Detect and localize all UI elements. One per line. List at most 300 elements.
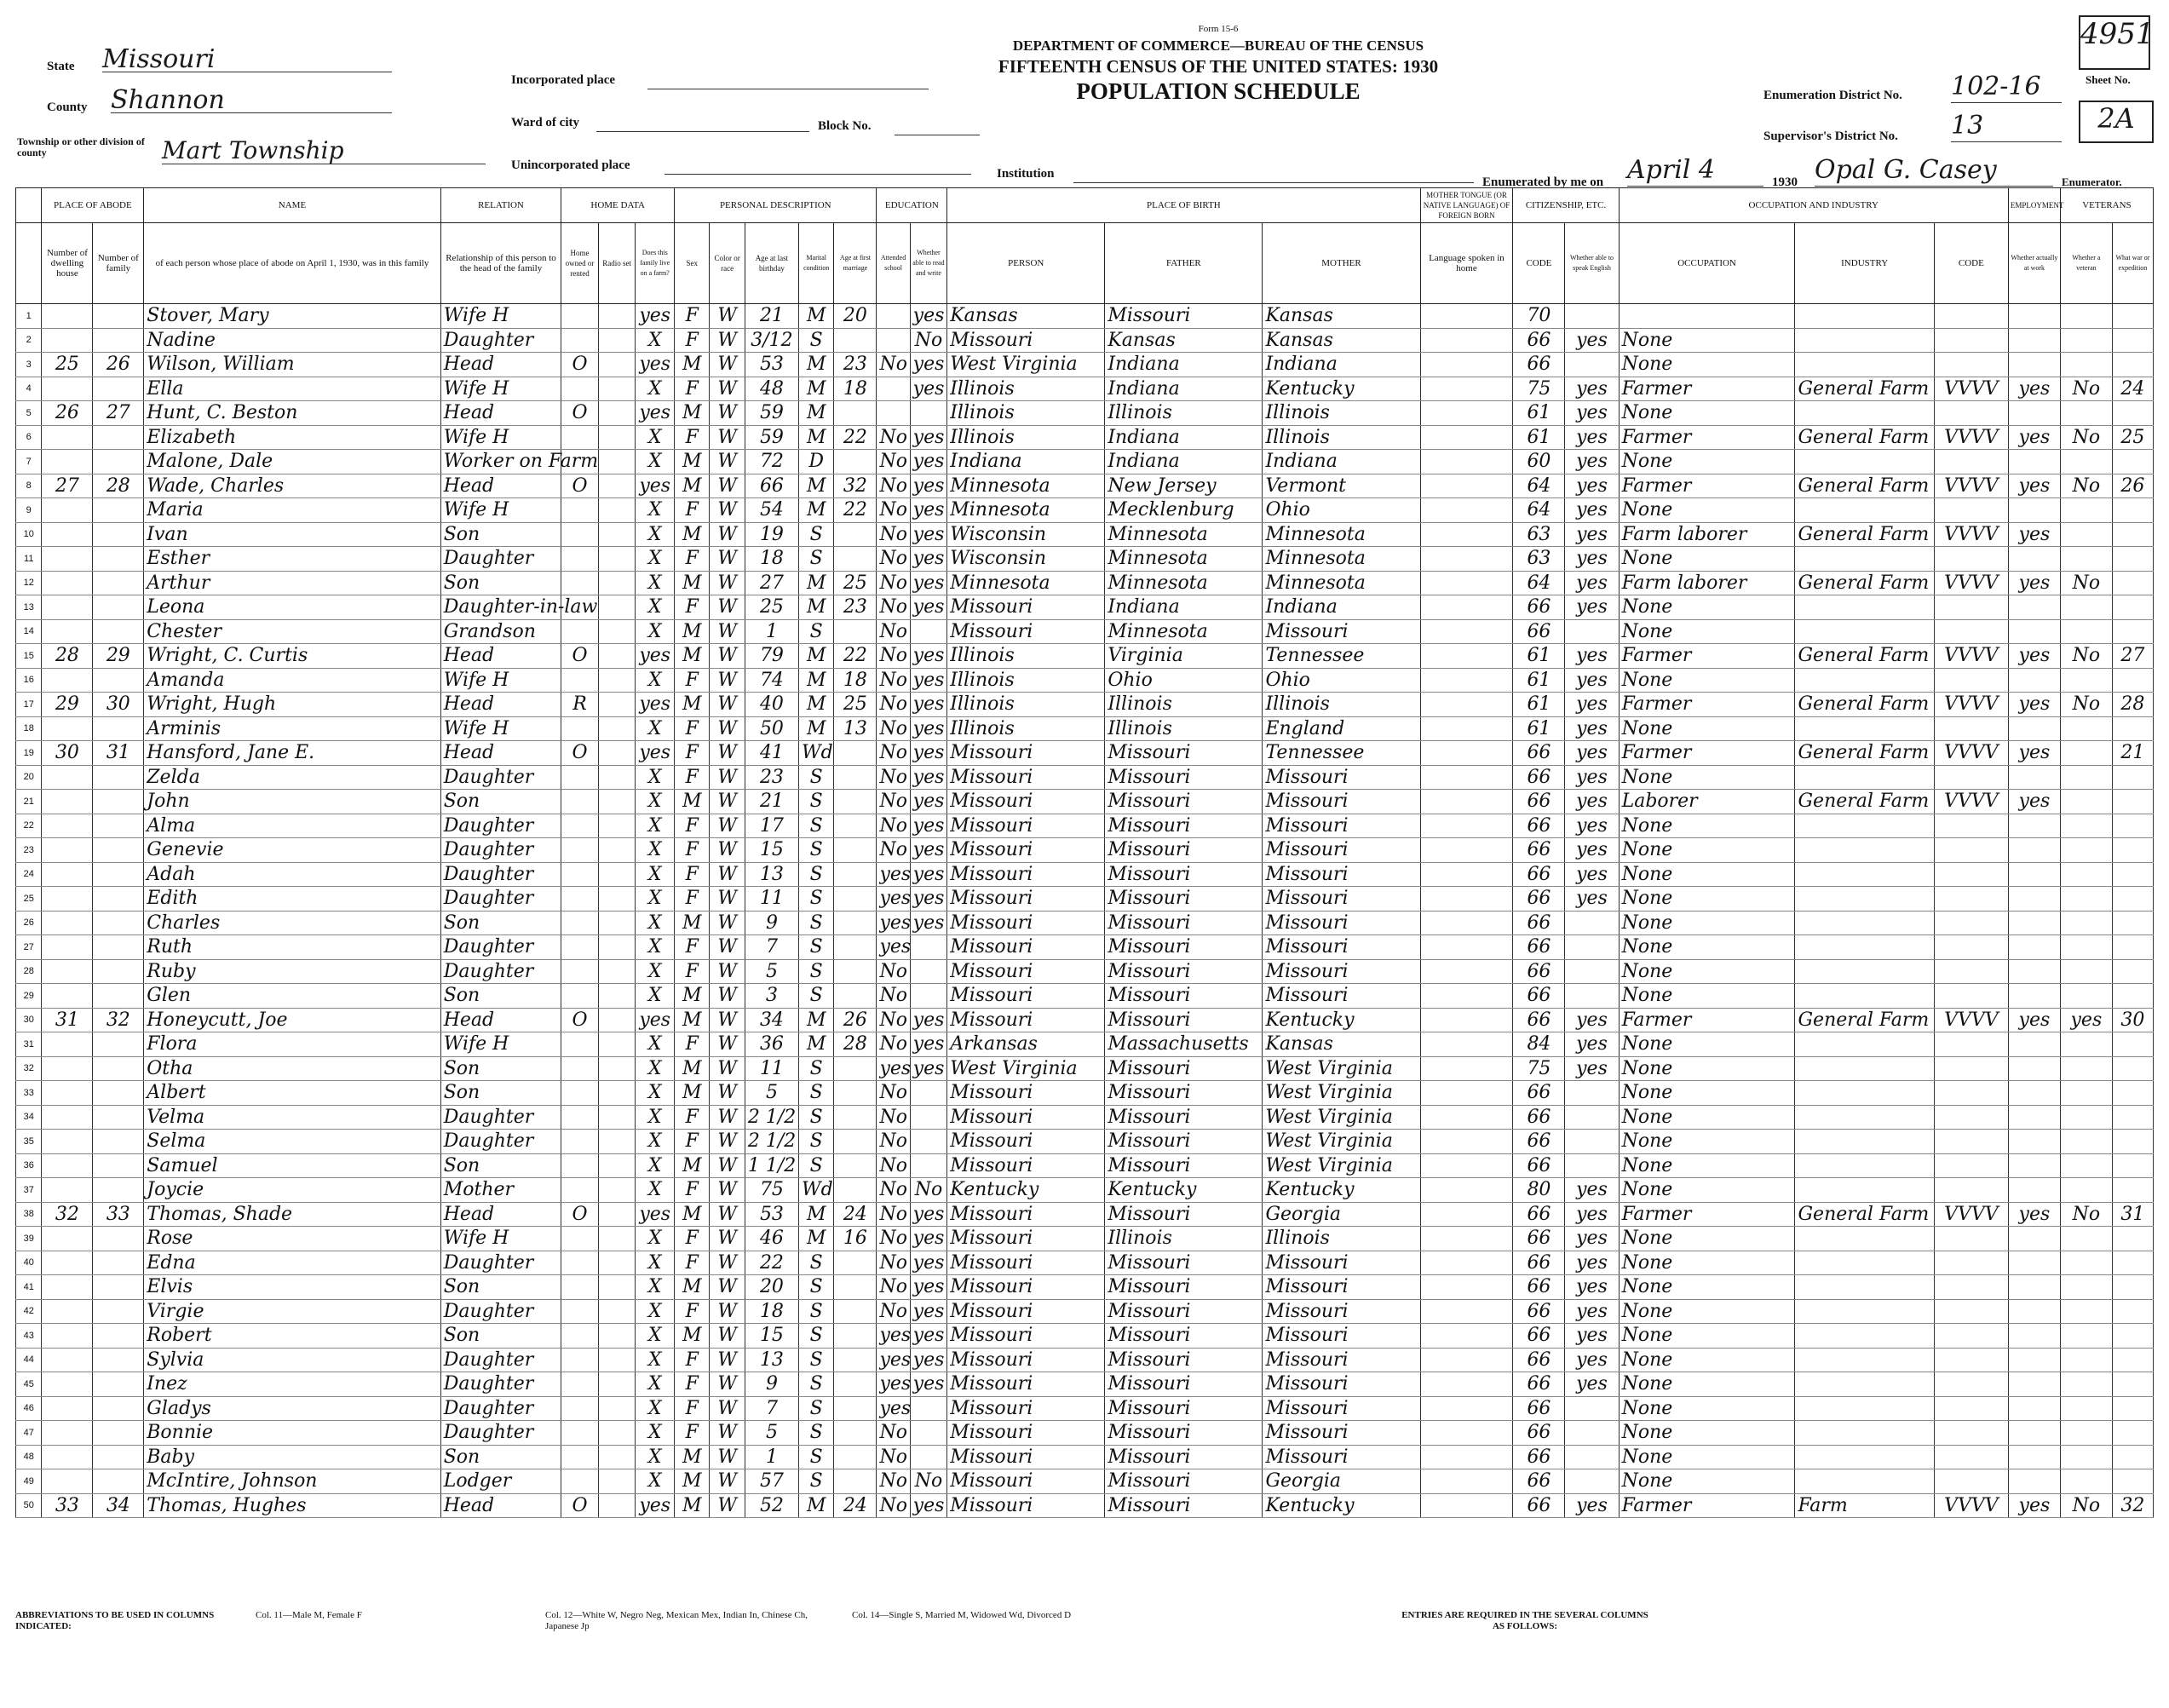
age: 22 — [745, 1251, 798, 1275]
at-work — [2008, 1251, 2060, 1275]
line-number: 10 — [16, 522, 42, 547]
col-name: of each person whose place of abode on April 1, 1930, was in this family — [144, 223, 440, 304]
dwelling-number — [42, 1372, 93, 1397]
marital-status: M — [799, 716, 834, 741]
home-tenure: R — [561, 693, 599, 717]
language — [1420, 1469, 1513, 1494]
home-tenure — [561, 1056, 599, 1081]
industry: General Farm — [1795, 474, 1934, 498]
language — [1420, 328, 1513, 353]
family-number — [93, 1251, 144, 1275]
family-number — [93, 959, 144, 984]
at-work — [2008, 1445, 2060, 1469]
person-name: Rose — [144, 1227, 440, 1251]
age: 41 — [745, 741, 798, 766]
relationship: Head — [440, 474, 561, 498]
industry — [1795, 765, 1934, 790]
family-number: 28 — [93, 474, 144, 498]
age-first-marriage — [834, 1251, 877, 1275]
literacy: yes — [910, 741, 947, 766]
line-number: 7 — [16, 450, 42, 474]
relationship: Daughter — [440, 814, 561, 838]
line-number: 14 — [16, 619, 42, 644]
marital-status: M — [799, 571, 834, 595]
occupation-code — [1934, 1445, 2008, 1469]
family-number — [93, 450, 144, 474]
literacy: yes — [910, 814, 947, 838]
school: No — [877, 1153, 910, 1178]
literacy — [910, 401, 947, 426]
farm-residence: X — [636, 765, 675, 790]
speaks-english: yes — [1565, 644, 1619, 669]
occupation-code — [1934, 1372, 2008, 1397]
language — [1420, 1130, 1513, 1154]
veteran — [2060, 741, 2112, 766]
birthplace-person: Missouri — [947, 1275, 1105, 1300]
literacy: yes — [910, 1227, 947, 1251]
race: W — [710, 838, 745, 863]
person-name: Wright, Hugh — [144, 693, 440, 717]
table-row — [16, 1081, 2154, 1106]
birthplace-person: Missouri — [947, 328, 1105, 353]
at-work: yes — [2008, 474, 2060, 498]
col-radio: Radio set — [598, 223, 636, 304]
speaks-english — [1565, 1445, 1619, 1469]
speaks-english: yes — [1565, 1178, 1619, 1203]
birthplace-person: Missouri — [947, 741, 1105, 766]
radio-set — [598, 741, 636, 766]
birthplace-father: Missouri — [1105, 1493, 1263, 1518]
sex: F — [675, 498, 710, 523]
occupation-code — [1934, 401, 2008, 426]
literacy — [910, 1445, 947, 1469]
school — [877, 377, 910, 401]
school: yes — [877, 1372, 910, 1397]
occupation-code — [1934, 838, 2008, 863]
farm-residence: X — [636, 547, 675, 572]
birthplace-mother: Indiana — [1263, 353, 1420, 377]
war-or-farm-schedule — [2112, 1372, 2153, 1397]
birthplace-person: West Virginia — [947, 1056, 1105, 1081]
at-work — [2008, 1324, 2060, 1349]
speaks-english: yes — [1565, 522, 1619, 547]
home-tenure — [561, 814, 599, 838]
age: 53 — [745, 1202, 798, 1227]
war-or-farm-schedule — [2112, 1105, 2153, 1130]
language — [1420, 1445, 1513, 1469]
person-name: Hansford, Jane E. — [144, 741, 440, 766]
age-first-marriage: 32 — [834, 474, 877, 498]
farm-residence: X — [636, 1056, 675, 1081]
occupation-code — [1934, 353, 2008, 377]
family-number — [93, 1153, 144, 1178]
war-or-farm-schedule: 28 — [2112, 693, 2153, 717]
table-row — [16, 1130, 2154, 1154]
speaks-english — [1565, 1130, 1619, 1154]
birthplace-person: Wisconsin — [947, 547, 1105, 572]
sex: M — [675, 1469, 710, 1494]
birthplace-father: Missouri — [1105, 765, 1263, 790]
school: No — [877, 1178, 910, 1203]
language — [1420, 619, 1513, 644]
occupation: None — [1619, 862, 1795, 887]
radio-set — [598, 911, 636, 935]
birthplace-father: Missouri — [1105, 1396, 1263, 1421]
farm-residence: X — [636, 1251, 675, 1275]
occupation-code: VVVV — [1934, 1008, 2008, 1032]
birthplace-mother: Missouri — [1263, 984, 1420, 1009]
school: No — [877, 1081, 910, 1106]
person-name: Nadine — [144, 328, 440, 353]
language — [1420, 911, 1513, 935]
sex: M — [675, 474, 710, 498]
industry — [1795, 547, 1934, 572]
birthplace-mother: Missouri — [1263, 1445, 1420, 1469]
farm-residence: yes — [636, 1202, 675, 1227]
occupation: None — [1619, 1372, 1795, 1397]
occupation: Farm laborer — [1619, 522, 1795, 547]
school: No — [877, 1130, 910, 1154]
race: W — [710, 911, 745, 935]
home-tenure — [561, 959, 599, 984]
marital-status: M — [799, 474, 834, 498]
home-tenure — [561, 911, 599, 935]
at-work — [2008, 1469, 2060, 1494]
sheet-label: Sheet No. — [2086, 73, 2131, 86]
literacy — [910, 935, 947, 960]
person-name: Maria — [144, 498, 440, 523]
veteran — [2060, 353, 2112, 377]
relationship: Head — [440, 741, 561, 766]
industry — [1795, 1081, 1934, 1106]
table-row — [16, 328, 2154, 353]
literacy: yes — [910, 1348, 947, 1372]
dwelling-number — [42, 1299, 93, 1324]
sex: M — [675, 790, 710, 814]
age: 1 1/2 — [745, 1153, 798, 1178]
farm-residence: X — [636, 1032, 675, 1057]
table-row — [16, 644, 2154, 669]
table-row — [16, 862, 2154, 887]
at-work — [2008, 1372, 2060, 1397]
literacy — [910, 1130, 947, 1154]
at-work — [2008, 911, 2060, 935]
marital-status: M — [799, 377, 834, 401]
occupation-code — [1934, 498, 2008, 523]
header-line — [16, 188, 42, 223]
radio-set — [598, 814, 636, 838]
war-or-farm-schedule — [2112, 1178, 2153, 1203]
war-or-farm-schedule — [2112, 814, 2153, 838]
speaks-english: yes — [1565, 1299, 1619, 1324]
abbrev-title: ABBREVIATIONS TO BE USED IN COLUMNS INDICATED: — [15, 1610, 215, 1631]
veteran: No — [2060, 693, 2112, 717]
birth-code: 61 — [1513, 644, 1565, 669]
industry — [1795, 935, 1934, 960]
person-name: Hunt, C. Beston — [144, 401, 440, 426]
language — [1420, 1421, 1513, 1446]
war-or-farm-schedule — [2112, 984, 2153, 1009]
literacy: yes — [910, 474, 947, 498]
dwelling-number — [42, 911, 93, 935]
birth-code: 60 — [1513, 450, 1565, 474]
age-first-marriage — [834, 1056, 877, 1081]
relationship: Daughter — [440, 547, 561, 572]
language — [1420, 1299, 1513, 1324]
industry: General Farm — [1795, 425, 1934, 450]
family-number — [93, 1105, 144, 1130]
birth-code: 66 — [1513, 1493, 1565, 1518]
birthplace-person: Missouri — [947, 1130, 1105, 1154]
table-row — [16, 450, 2154, 474]
radio-set — [598, 1056, 636, 1081]
farm-residence: X — [636, 1275, 675, 1300]
family-number — [93, 765, 144, 790]
at-work — [2008, 814, 2060, 838]
sex: M — [675, 1493, 710, 1518]
speaks-english: yes — [1565, 1324, 1619, 1349]
literacy — [910, 1105, 947, 1130]
industry — [1795, 838, 1934, 863]
industry — [1795, 1105, 1934, 1130]
occupation: None — [1619, 1299, 1795, 1324]
relationship: Wife H — [440, 1032, 561, 1057]
birth-code: 66 — [1513, 328, 1565, 353]
line-number: 46 — [16, 1396, 42, 1421]
marital-status: S — [799, 1275, 834, 1300]
radio-set — [598, 1227, 636, 1251]
war-or-farm-schedule — [2112, 959, 2153, 984]
at-work — [2008, 668, 2060, 693]
age-first-marriage — [834, 814, 877, 838]
speaks-english: yes — [1565, 1251, 1619, 1275]
war-or-farm-schedule — [2112, 304, 2153, 329]
at-work — [2008, 328, 2060, 353]
header-birth: PLACE OF BIRTH — [947, 188, 1420, 223]
col-sex: Sex — [675, 223, 710, 304]
relationship: Daughter — [440, 1130, 561, 1154]
marital-status: S — [799, 1299, 834, 1324]
radio-set — [598, 765, 636, 790]
family-number — [93, 1178, 144, 1203]
birthplace-mother: West Virginia — [1263, 1081, 1420, 1106]
age-first-marriage — [834, 1275, 877, 1300]
line-number: 49 — [16, 1469, 42, 1494]
dwelling-number — [42, 1445, 93, 1469]
family-number — [93, 887, 144, 912]
sheet-value: 2A — [2079, 101, 2154, 143]
age: 50 — [745, 716, 798, 741]
birthplace-person: Missouri — [947, 1251, 1105, 1275]
language — [1420, 1251, 1513, 1275]
veteran — [2060, 498, 2112, 523]
race: W — [710, 595, 745, 620]
birth-code: 66 — [1513, 814, 1565, 838]
birthplace-father: Indiana — [1105, 353, 1263, 377]
occupation-code — [1934, 1227, 2008, 1251]
birthplace-father: Missouri — [1105, 1008, 1263, 1032]
family-number — [93, 935, 144, 960]
sex: F — [675, 377, 710, 401]
marital-status: S — [799, 790, 834, 814]
col-agemar: Age at first marriage — [834, 223, 877, 304]
birthplace-mother: Kansas — [1263, 1032, 1420, 1057]
person-name: John — [144, 790, 440, 814]
radio-set — [598, 1299, 636, 1324]
race: W — [710, 693, 745, 717]
family-number — [93, 1348, 144, 1372]
farm-residence: yes — [636, 644, 675, 669]
marital-status: S — [799, 959, 834, 984]
radio-set — [598, 377, 636, 401]
relationship: Head — [440, 693, 561, 717]
school: No — [877, 644, 910, 669]
age-first-marriage — [834, 1421, 877, 1446]
speaks-english — [1565, 1396, 1619, 1421]
occupation-code — [1934, 595, 2008, 620]
home-tenure — [561, 425, 599, 450]
war-or-farm-schedule — [2112, 1421, 2153, 1446]
line-number: 25 — [16, 887, 42, 912]
dwelling-number — [42, 1251, 93, 1275]
age-first-marriage: 25 — [834, 693, 877, 717]
family-number — [93, 498, 144, 523]
sex: F — [675, 1372, 710, 1397]
institution-value — [1073, 167, 1474, 183]
family-number — [93, 1421, 144, 1446]
home-tenure — [561, 1130, 599, 1154]
family-number: 33 — [93, 1202, 144, 1227]
family-number: 31 — [93, 741, 144, 766]
speaks-english — [1565, 1421, 1619, 1446]
radio-set — [598, 838, 636, 863]
relationship: Daughter — [440, 1251, 561, 1275]
birthplace-mother: Illinois — [1263, 425, 1420, 450]
radio-set — [598, 571, 636, 595]
line-number: 17 — [16, 693, 42, 717]
col-vet: Whether a veteran — [2060, 223, 2112, 304]
person-name: Malone, Dale — [144, 450, 440, 474]
dwelling-number — [42, 1153, 93, 1178]
literacy: yes — [910, 1032, 947, 1057]
veteran: No — [2060, 425, 2112, 450]
line-number: 28 — [16, 959, 42, 984]
occupation: None — [1619, 1153, 1795, 1178]
person-name: Inez — [144, 1372, 440, 1397]
home-tenure — [561, 1372, 599, 1397]
at-work: yes — [2008, 1493, 2060, 1518]
line-number: 3 — [16, 353, 42, 377]
family-number: 32 — [93, 1008, 144, 1032]
language — [1420, 887, 1513, 912]
dwelling-number — [42, 1105, 93, 1130]
farm-residence: yes — [636, 1493, 675, 1518]
farm-residence: yes — [636, 693, 675, 717]
person-name: Glen — [144, 984, 440, 1009]
language — [1420, 1105, 1513, 1130]
race: W — [710, 401, 745, 426]
relationship: Wife H — [440, 377, 561, 401]
header-personal: PERSONAL DESCRIPTION — [675, 188, 877, 223]
race: W — [710, 1202, 745, 1227]
sex: F — [675, 1396, 710, 1421]
age-first-marriage — [834, 984, 877, 1009]
home-tenure — [561, 1445, 599, 1469]
ed-value: 102-16 — [1951, 72, 2062, 103]
birthplace-person: Missouri — [947, 1348, 1105, 1372]
family-number — [93, 1130, 144, 1154]
birthplace-person: Missouri — [947, 1493, 1105, 1518]
farm-residence: X — [636, 1421, 675, 1446]
person-name: Thomas, Shade — [144, 1202, 440, 1227]
literacy: yes — [910, 1493, 947, 1518]
family-number — [93, 862, 144, 887]
col-person: PERSON — [947, 223, 1105, 304]
industry: General Farm — [1795, 790, 1934, 814]
at-work: yes — [2008, 571, 2060, 595]
marital-status: M — [799, 644, 834, 669]
school: yes — [877, 862, 910, 887]
relationship: Worker on Farm — [440, 450, 561, 474]
occupation-code — [1934, 304, 2008, 329]
at-work — [2008, 716, 2060, 741]
supervisor-value: 13 — [1951, 111, 2062, 142]
birth-code: 66 — [1513, 1275, 1565, 1300]
table-row — [16, 595, 2154, 620]
occupation: None — [1619, 887, 1795, 912]
industry — [1795, 1227, 1934, 1251]
race: W — [710, 377, 745, 401]
farm-residence: X — [636, 668, 675, 693]
home-tenure — [561, 1251, 599, 1275]
occupation-code — [1934, 1105, 2008, 1130]
person-name: Velma — [144, 1105, 440, 1130]
war-or-farm-schedule: 32 — [2112, 1493, 2153, 1518]
radio-set — [598, 1153, 636, 1178]
radio-set — [598, 450, 636, 474]
birthplace-father: Missouri — [1105, 1056, 1263, 1081]
language — [1420, 935, 1513, 960]
radio-set — [598, 1396, 636, 1421]
age: 7 — [745, 935, 798, 960]
birthplace-father: Missouri — [1105, 1421, 1263, 1446]
person-name: Edna — [144, 1251, 440, 1275]
birth-code: 66 — [1513, 619, 1565, 644]
language — [1420, 450, 1513, 474]
school: yes — [877, 935, 910, 960]
header-employment: EMPLOYMENT — [2008, 188, 2060, 223]
department-title: DEPARTMENT OF COMMERCE—BUREAU OF THE CENSUS — [1012, 37, 1424, 54]
col-line — [16, 223, 42, 304]
veteran — [2060, 304, 2112, 329]
race: W — [710, 547, 745, 572]
relationship: Daughter — [440, 1299, 561, 1324]
relationship: Son — [440, 911, 561, 935]
marital-status: S — [799, 1081, 834, 1106]
literacy: yes — [910, 1008, 947, 1032]
home-tenure — [561, 1178, 599, 1203]
at-work: yes — [2008, 790, 2060, 814]
marital-status: S — [799, 328, 834, 353]
occupation: None — [1619, 1056, 1795, 1081]
birthplace-person: Missouri — [947, 1469, 1105, 1494]
age-first-marriage — [834, 790, 877, 814]
birthplace-mother: Missouri — [1263, 1396, 1420, 1421]
relationship: Daughter — [440, 1421, 561, 1446]
at-work — [2008, 1396, 2060, 1421]
person-name: Wilson, William — [144, 353, 440, 377]
school: No — [877, 1421, 910, 1446]
